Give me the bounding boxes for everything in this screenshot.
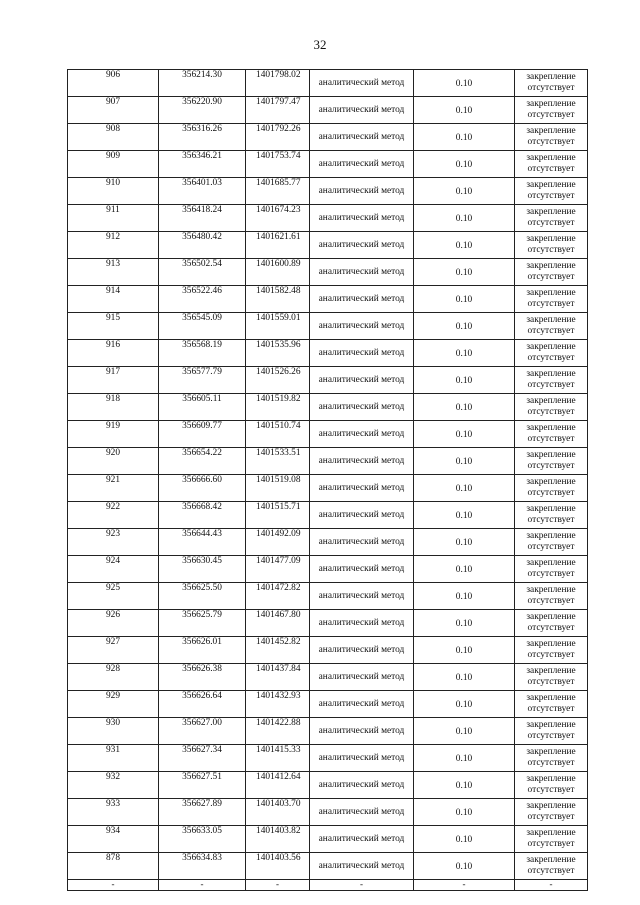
point-number-cell: 926 [68, 610, 159, 637]
accuracy-cell: 0.10 [414, 745, 515, 772]
table-row [68, 853, 588, 880]
y-coordinate-cell: 1401437.84 [246, 664, 310, 691]
accuracy-cell: 0.10 [414, 367, 515, 394]
continuation-cell: - [414, 880, 515, 891]
method-cell: аналитический метод [310, 448, 414, 475]
point-number-cell: 916 [68, 340, 159, 367]
x-coordinate-cell: 356654.22 [159, 448, 246, 475]
point-number-cell: 923 [68, 529, 159, 556]
continuation-cell: - [515, 880, 588, 891]
accuracy-cell: 0.10 [414, 394, 515, 421]
point-number-cell: 918 [68, 394, 159, 421]
table-row [68, 151, 588, 178]
accuracy-cell: 0.10 [414, 853, 515, 880]
y-coordinate-cell: 1401797.47 [246, 97, 310, 124]
method-cell: аналитический метод [310, 178, 414, 205]
method-cell: аналитический метод [310, 745, 414, 772]
accuracy-cell: 0.10 [414, 502, 515, 529]
point-number-cell: 912 [68, 232, 159, 259]
point-number-cell: 932 [68, 772, 159, 799]
y-coordinate-cell: 1401432.93 [246, 691, 310, 718]
accuracy-cell: 0.10 [414, 97, 515, 124]
accuracy-cell: 0.10 [414, 691, 515, 718]
fixing-cell: закрепление отсутствует [515, 367, 588, 394]
accuracy-cell: 0.10 [414, 286, 515, 313]
table-row [68, 745, 588, 772]
y-coordinate-cell: 1401422.88 [246, 718, 310, 745]
table-row [68, 178, 588, 205]
table-row [68, 502, 588, 529]
y-coordinate-cell: 1401452.82 [246, 637, 310, 664]
point-number-cell: 914 [68, 286, 159, 313]
y-coordinate-cell: 1401600.89 [246, 259, 310, 286]
y-coordinate-cell: 1401559.01 [246, 313, 310, 340]
method-cell: аналитический метод [310, 772, 414, 799]
point-number-cell: 934 [68, 826, 159, 853]
x-coordinate-cell: 356634.83 [159, 853, 246, 880]
table-row [68, 664, 588, 691]
x-coordinate-cell: 356577.79 [159, 367, 246, 394]
table-row [68, 70, 588, 97]
x-coordinate-cell: 356627.00 [159, 718, 246, 745]
y-coordinate-cell: 1401403.56 [246, 853, 310, 880]
table-row [68, 394, 588, 421]
method-cell: аналитический метод [310, 556, 414, 583]
point-number-cell: 908 [68, 124, 159, 151]
x-coordinate-cell: 356626.38 [159, 664, 246, 691]
fixing-cell: закрепление отсутствует [515, 529, 588, 556]
fixing-cell: закрепление отсутствует [515, 664, 588, 691]
point-number-cell: 930 [68, 718, 159, 745]
point-number-cell: 911 [68, 205, 159, 232]
y-coordinate-cell: 1401472.82 [246, 583, 310, 610]
y-coordinate-cell: 1401519.08 [246, 475, 310, 502]
table-row [68, 610, 588, 637]
accuracy-cell: 0.10 [414, 232, 515, 259]
x-coordinate-cell: 356625.50 [159, 583, 246, 610]
x-coordinate-cell: 356668.42 [159, 502, 246, 529]
fixing-cell: закрепление отсутствует [515, 502, 588, 529]
table-row [68, 313, 588, 340]
method-cell: аналитический метод [310, 583, 414, 610]
method-cell: аналитический метод [310, 232, 414, 259]
fixing-cell: закрепление отсутствует [515, 475, 588, 502]
table-row [68, 286, 588, 313]
accuracy-cell: 0.10 [414, 529, 515, 556]
method-cell: аналитический метод [310, 718, 414, 745]
method-cell: аналитический метод [310, 205, 414, 232]
y-coordinate-cell: 1401753.74 [246, 151, 310, 178]
y-coordinate-cell: 1401526.26 [246, 367, 310, 394]
table-row [68, 421, 588, 448]
y-coordinate-cell: 1401685.77 [246, 178, 310, 205]
y-coordinate-cell: 1401477.09 [246, 556, 310, 583]
y-coordinate-cell: 1401403.70 [246, 799, 310, 826]
table-row [68, 772, 588, 799]
accuracy-cell: 0.10 [414, 313, 515, 340]
x-coordinate-cell: 356605.11 [159, 394, 246, 421]
accuracy-cell: 0.10 [414, 772, 515, 799]
table-row [68, 799, 588, 826]
table-row [68, 718, 588, 745]
method-cell: аналитический метод [310, 637, 414, 664]
point-number-cell: 913 [68, 259, 159, 286]
point-number-cell: 931 [68, 745, 159, 772]
method-cell: аналитический метод [310, 124, 414, 151]
fixing-cell: закрепление отсутствует [515, 205, 588, 232]
point-number-cell: 910 [68, 178, 159, 205]
fixing-cell: закрепление отсутствует [515, 70, 588, 97]
method-cell: аналитический метод [310, 826, 414, 853]
x-coordinate-cell: 356316.26 [159, 124, 246, 151]
table-row [68, 475, 588, 502]
accuracy-cell: 0.10 [414, 826, 515, 853]
page-number: 32 [313, 37, 327, 52]
coordinates-table-body [68, 70, 588, 891]
table-row [68, 448, 588, 475]
y-coordinate-cell: 1401621.61 [246, 232, 310, 259]
x-coordinate-cell: 356625.79 [159, 610, 246, 637]
fixing-cell: закрепление отсутствует [515, 340, 588, 367]
method-cell: аналитический метод [310, 259, 414, 286]
y-coordinate-cell: 1401415.33 [246, 745, 310, 772]
table-row [68, 529, 588, 556]
y-coordinate-cell: 1401467.80 [246, 610, 310, 637]
fixing-cell: закрепление отсутствует [515, 799, 588, 826]
fixing-cell: закрепление отсутствует [515, 394, 588, 421]
y-coordinate-cell: 1401798.02 [246, 70, 310, 97]
continuation-cell: - [68, 880, 159, 891]
fixing-cell: закрепление отсутствует [515, 853, 588, 880]
coordinates-table [67, 69, 588, 891]
accuracy-cell: 0.10 [414, 205, 515, 232]
fixing-cell: закрепление отсутствует [515, 259, 588, 286]
accuracy-cell: 0.10 [414, 124, 515, 151]
accuracy-cell: 0.10 [414, 340, 515, 367]
table-row [68, 232, 588, 259]
fixing-cell: закрепление отсутствует [515, 556, 588, 583]
fixing-cell: закрепление отсутствует [515, 286, 588, 313]
method-cell: аналитический метод [310, 799, 414, 826]
point-number-cell: 919 [68, 421, 159, 448]
fixing-cell: закрепление отсутствует [515, 448, 588, 475]
accuracy-cell: 0.10 [414, 799, 515, 826]
accuracy-cell: 0.10 [414, 151, 515, 178]
continuation-row [68, 880, 588, 891]
x-coordinate-cell: 356522.46 [159, 286, 246, 313]
point-number-cell: 909 [68, 151, 159, 178]
table-row [68, 367, 588, 394]
y-coordinate-cell: 1401403.82 [246, 826, 310, 853]
x-coordinate-cell: 356633.05 [159, 826, 246, 853]
y-coordinate-cell: 1401492.09 [246, 529, 310, 556]
x-coordinate-cell: 356626.64 [159, 691, 246, 718]
table-row [68, 691, 588, 718]
table-row [68, 583, 588, 610]
y-coordinate-cell: 1401519.82 [246, 394, 310, 421]
continuation-cell: - [159, 880, 246, 891]
accuracy-cell: 0.10 [414, 70, 515, 97]
x-coordinate-cell: 356418.24 [159, 205, 246, 232]
method-cell: аналитический метод [310, 151, 414, 178]
y-coordinate-cell: 1401792.26 [246, 124, 310, 151]
method-cell: аналитический метод [310, 421, 414, 448]
method-cell: аналитический метод [310, 97, 414, 124]
table-row [68, 826, 588, 853]
y-coordinate-cell: 1401582.48 [246, 286, 310, 313]
fixing-cell: закрепление отсутствует [515, 97, 588, 124]
table-row [68, 124, 588, 151]
fixing-cell: закрепление отсутствует [515, 637, 588, 664]
table-row [68, 556, 588, 583]
method-cell: аналитический метод [310, 853, 414, 880]
accuracy-cell: 0.10 [414, 637, 515, 664]
x-coordinate-cell: 356502.54 [159, 259, 246, 286]
point-number-cell: 925 [68, 583, 159, 610]
fixing-cell: закрепление отсутствует [515, 610, 588, 637]
y-coordinate-cell: 1401533.51 [246, 448, 310, 475]
accuracy-cell: 0.10 [414, 475, 515, 502]
table-row [68, 205, 588, 232]
method-cell: аналитический метод [310, 367, 414, 394]
y-coordinate-cell: 1401674.23 [246, 205, 310, 232]
fixing-cell: закрепление отсутствует [515, 124, 588, 151]
fixing-cell: закрепление отсутствует [515, 826, 588, 853]
x-coordinate-cell: 356545.09 [159, 313, 246, 340]
x-coordinate-cell: 356214.30 [159, 70, 246, 97]
method-cell: аналитический метод [310, 664, 414, 691]
x-coordinate-cell: 356627.34 [159, 745, 246, 772]
fixing-cell: закрепление отсутствует [515, 691, 588, 718]
fixing-cell: закрепление отсутствует [515, 745, 588, 772]
point-number-cell: 933 [68, 799, 159, 826]
method-cell: аналитический метод [310, 502, 414, 529]
point-number-cell: 927 [68, 637, 159, 664]
accuracy-cell: 0.10 [414, 556, 515, 583]
x-coordinate-cell: 356401.03 [159, 178, 246, 205]
x-coordinate-cell: 356644.43 [159, 529, 246, 556]
continuation-cell: - [246, 880, 310, 891]
x-coordinate-cell: 356630.45 [159, 556, 246, 583]
x-coordinate-cell: 356568.19 [159, 340, 246, 367]
continuation-cell: - [310, 880, 414, 891]
x-coordinate-cell: 356627.89 [159, 799, 246, 826]
accuracy-cell: 0.10 [414, 718, 515, 745]
point-number-cell: 920 [68, 448, 159, 475]
accuracy-cell: 0.10 [414, 259, 515, 286]
method-cell: аналитический метод [310, 286, 414, 313]
method-cell: аналитический метод [310, 313, 414, 340]
accuracy-cell: 0.10 [414, 583, 515, 610]
x-coordinate-cell: 356627.51 [159, 772, 246, 799]
method-cell: аналитический метод [310, 475, 414, 502]
point-number-cell: 878 [68, 853, 159, 880]
fixing-cell: закрепление отсутствует [515, 421, 588, 448]
x-coordinate-cell: 356480.42 [159, 232, 246, 259]
table-row [68, 259, 588, 286]
point-number-cell: 917 [68, 367, 159, 394]
method-cell: аналитический метод [310, 610, 414, 637]
y-coordinate-cell: 1401412.64 [246, 772, 310, 799]
fixing-cell: закрепление отсутствует [515, 313, 588, 340]
x-coordinate-cell: 356626.01 [159, 637, 246, 664]
x-coordinate-cell: 356220.90 [159, 97, 246, 124]
point-number-cell: 928 [68, 664, 159, 691]
table-row [68, 97, 588, 124]
accuracy-cell: 0.10 [414, 610, 515, 637]
point-number-cell: 921 [68, 475, 159, 502]
accuracy-cell: 0.10 [414, 178, 515, 205]
method-cell: аналитический метод [310, 529, 414, 556]
fixing-cell: закрепление отсутствует [515, 583, 588, 610]
fixing-cell: закрепление отсутствует [515, 772, 588, 799]
accuracy-cell: 0.10 [414, 421, 515, 448]
point-number-cell: 922 [68, 502, 159, 529]
accuracy-cell: 0.10 [414, 664, 515, 691]
y-coordinate-cell: 1401535.96 [246, 340, 310, 367]
y-coordinate-cell: 1401515.71 [246, 502, 310, 529]
point-number-cell: 907 [68, 97, 159, 124]
method-cell: аналитический метод [310, 691, 414, 718]
y-coordinate-cell: 1401510.74 [246, 421, 310, 448]
x-coordinate-cell: 356346.21 [159, 151, 246, 178]
fixing-cell: закрепление отсутствует [515, 718, 588, 745]
method-cell: аналитический метод [310, 70, 414, 97]
method-cell: аналитический метод [310, 340, 414, 367]
x-coordinate-cell: 356609.77 [159, 421, 246, 448]
table-row [68, 637, 588, 664]
fixing-cell: закрепление отсутствует [515, 151, 588, 178]
point-number-cell: 915 [68, 313, 159, 340]
method-cell: аналитический метод [310, 394, 414, 421]
point-number-cell: 924 [68, 556, 159, 583]
table-row [68, 340, 588, 367]
accuracy-cell: 0.10 [414, 448, 515, 475]
fixing-cell: закрепление отсутствует [515, 232, 588, 259]
fixing-cell: закрепление отсутствует [515, 178, 588, 205]
point-number-cell: 929 [68, 691, 159, 718]
point-number-cell: 906 [68, 70, 159, 97]
x-coordinate-cell: 356666.60 [159, 475, 246, 502]
